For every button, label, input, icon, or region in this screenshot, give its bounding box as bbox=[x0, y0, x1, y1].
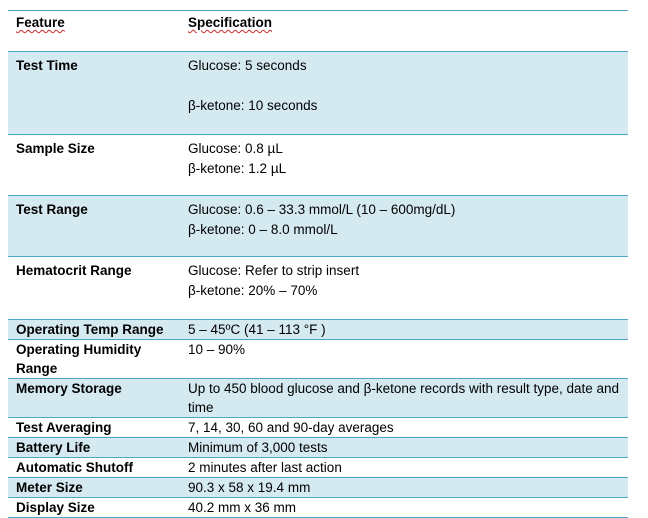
table-row bbox=[8, 438, 628, 458]
feature-cell: Operating Humidity Range bbox=[8, 340, 180, 379]
specification-table bbox=[8, 10, 628, 518]
spec-line: β-ketone: 0 – 8.0 mmol/L bbox=[188, 222, 338, 237]
table-row bbox=[8, 135, 628, 196]
spec-cell bbox=[180, 257, 628, 320]
feature-cell: Automatic Shutoff bbox=[8, 458, 180, 478]
spec-line: β-ketone: 10 seconds bbox=[188, 98, 318, 113]
spec-line: Glucose: 0.8 µL bbox=[188, 141, 283, 156]
feature-cell: Test Averaging bbox=[8, 418, 180, 438]
spec-cell bbox=[180, 52, 628, 135]
spec-cell: Up to 450 blood glucose and β-ketone records with result type, date and time bbox=[180, 379, 628, 418]
table-row bbox=[8, 196, 628, 257]
table-row bbox=[8, 257, 628, 320]
header-specification: Specification bbox=[180, 11, 628, 52]
spec-cell: 90.3 x 58 x 19.4 mm bbox=[180, 478, 628, 498]
table-header-row bbox=[8, 11, 628, 52]
spec-cell bbox=[180, 135, 628, 196]
table-row bbox=[8, 498, 628, 518]
table-row bbox=[8, 478, 628, 498]
feature-cell: Test Time bbox=[8, 52, 180, 135]
feature-cell: Battery Life bbox=[8, 438, 180, 458]
feature-cell: Meter Size bbox=[8, 478, 180, 498]
table-row bbox=[8, 320, 628, 340]
table-row bbox=[8, 458, 628, 478]
spec-line: β-ketone: 20% – 70% bbox=[188, 283, 318, 298]
table-row bbox=[8, 379, 628, 418]
table-row bbox=[8, 52, 628, 135]
spec-cell: 40.2 mm x 36 mm bbox=[180, 498, 628, 518]
feature-cell: Display Size bbox=[8, 498, 180, 518]
feature-cell: Memory Storage bbox=[8, 379, 180, 418]
feature-cell: Hematocrit Range bbox=[8, 257, 180, 320]
table-row bbox=[8, 340, 628, 379]
spec-line: Glucose: Refer to strip insert bbox=[188, 263, 360, 278]
feature-cell: Test Range bbox=[8, 196, 180, 257]
spec-cell: 5 – 45ºC (41 – 113 °F ) bbox=[180, 320, 628, 340]
spec-cell: 10 – 90% bbox=[180, 340, 628, 379]
header-feature: Feature bbox=[8, 11, 180, 52]
feature-cell: Operating Temp Range bbox=[8, 320, 180, 340]
spec-cell: 7, 14, 30, 60 and 90-day averages bbox=[180, 418, 628, 438]
feature-cell: Sample Size bbox=[8, 135, 180, 196]
spec-line: Glucose: 5 seconds bbox=[188, 58, 307, 73]
spec-line: β-ketone: 1.2 µL bbox=[188, 161, 287, 176]
table-row bbox=[8, 418, 628, 438]
spec-cell bbox=[180, 196, 628, 257]
spec-cell: 2 minutes after last action bbox=[180, 458, 628, 478]
spec-cell: Minimum of 3,000 tests bbox=[180, 438, 628, 458]
spec-line: Glucose: 0.6 – 33.3 mmol/L (10 – 600mg/dL) bbox=[188, 202, 456, 217]
